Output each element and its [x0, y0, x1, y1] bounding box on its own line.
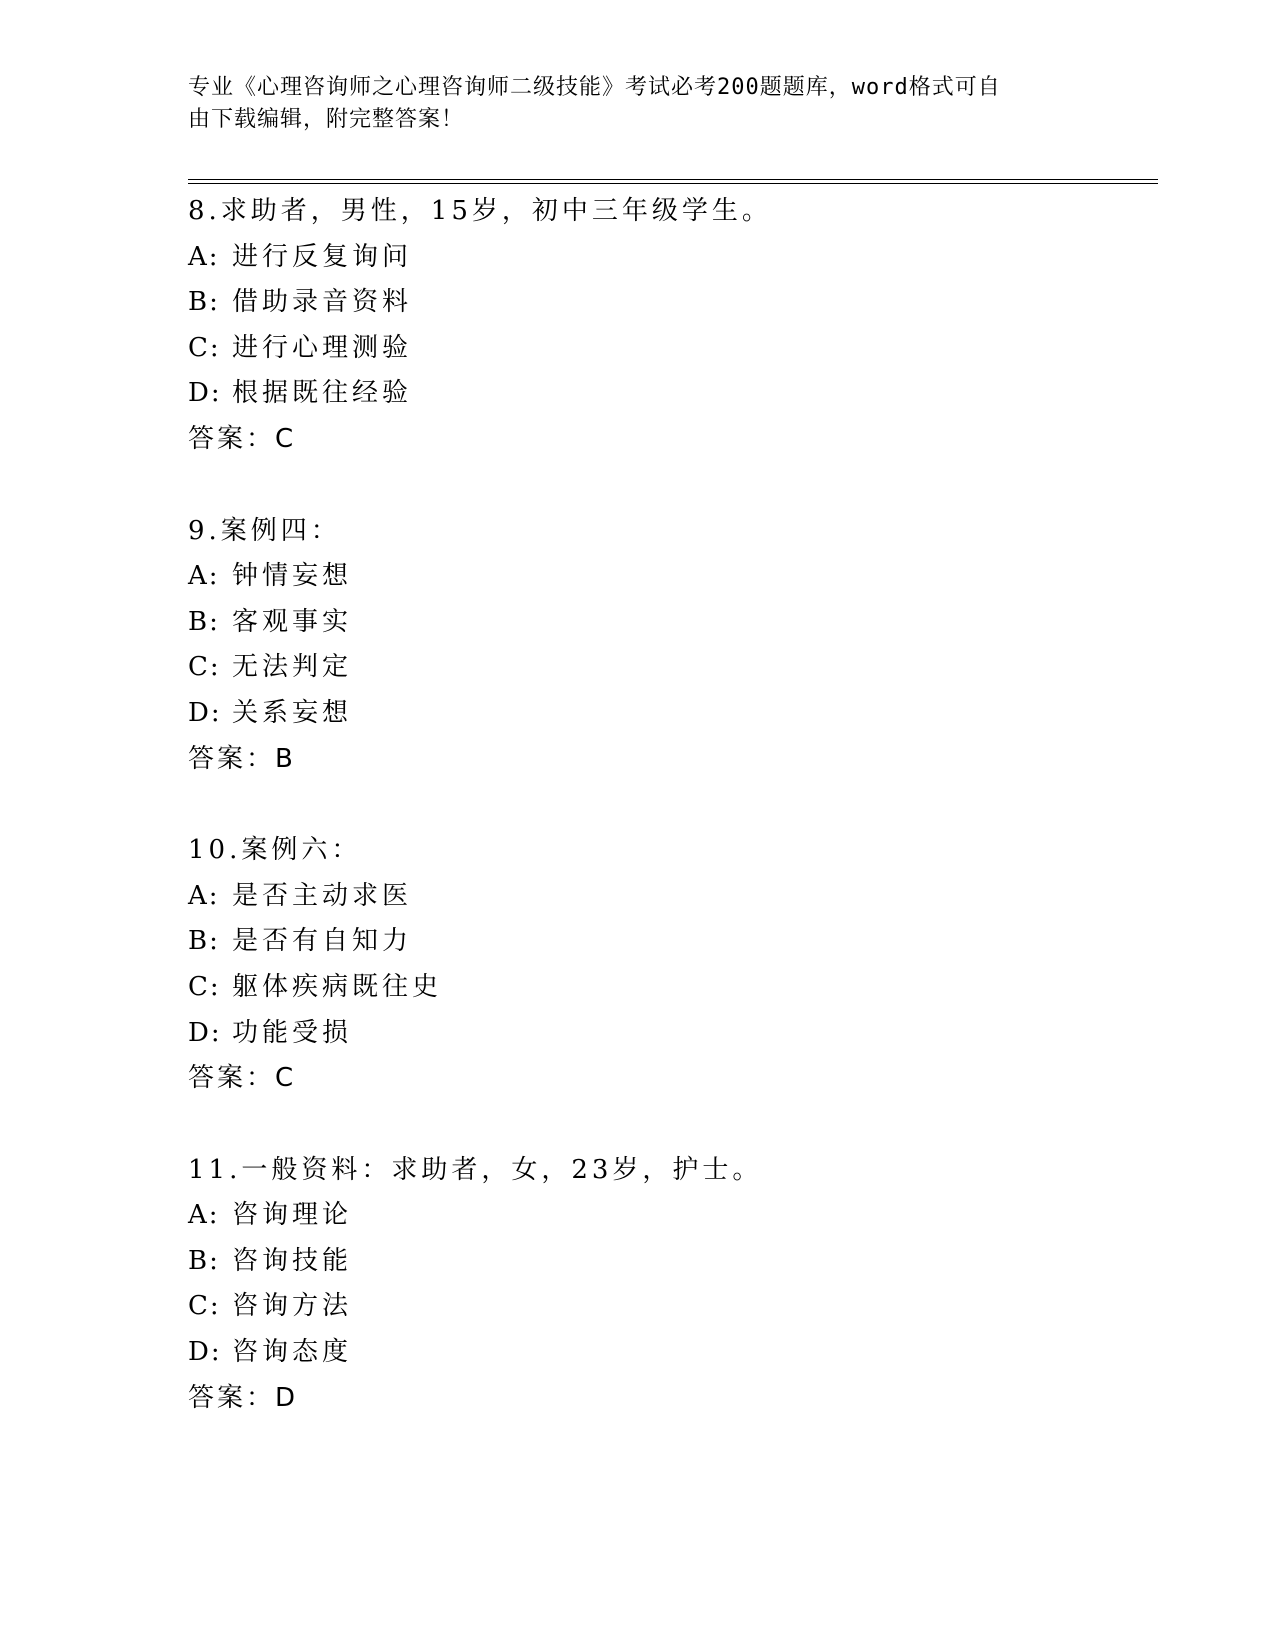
option-letter: B: — [188, 287, 220, 318]
header-divider-top — [188, 179, 1158, 180]
option-letter: B: — [188, 1245, 220, 1276]
option-letter: D: — [188, 378, 222, 409]
option-c — [188, 965, 1158, 1011]
option-c — [188, 1284, 1158, 1330]
question-stem: 8.求助者，男性，15岁，初中三年级学生。 — [188, 196, 772, 226]
question-10 — [188, 828, 1158, 1102]
option-c — [188, 645, 1158, 691]
question-11 — [188, 1148, 1158, 1422]
answer-line: 答案：D — [188, 1382, 299, 1413]
option-text: 是否有自知力 — [232, 926, 413, 957]
header-line-1: 专业《心理咨询师之心理咨询师二级技能》考试必考200题题库，word格式可自 — [188, 75, 1001, 100]
option-letter: D: — [188, 1017, 222, 1048]
option-text: 进行心理测验 — [232, 332, 413, 363]
option-text: 咨询理论 — [232, 1200, 353, 1231]
header-divider-bottom — [188, 183, 1158, 184]
option-a — [188, 235, 1158, 281]
option-letter: A: — [188, 880, 220, 911]
option-d — [188, 1330, 1158, 1376]
option-text: 关系妄想 — [232, 697, 353, 728]
option-text: 咨询态度 — [232, 1337, 353, 1368]
option-letter: D: — [188, 1337, 222, 1368]
option-letter: C: — [188, 332, 221, 363]
option-letter: A: — [188, 1200, 220, 1231]
option-d — [188, 1011, 1158, 1057]
option-letter: C: — [188, 652, 221, 683]
option-b — [188, 919, 1158, 965]
option-text: 是否主动求医 — [232, 880, 413, 911]
question-stem: 10.案例六： — [188, 835, 362, 866]
option-letter: C: — [188, 1291, 221, 1322]
option-text: 功能受损 — [232, 1017, 353, 1048]
option-text: 无法判定 — [232, 652, 353, 683]
answer-line: 答案：C — [188, 423, 297, 454]
option-text: 借助录音资料 — [232, 287, 413, 318]
option-letter: B: — [188, 926, 220, 957]
option-a — [188, 874, 1158, 920]
option-letter: A: — [188, 241, 220, 272]
answer-line: 答案：B — [188, 743, 296, 774]
option-d — [188, 691, 1158, 737]
answer-line: 答案：C — [188, 1063, 297, 1094]
document-header — [188, 72, 1068, 136]
question-9 — [188, 509, 1158, 783]
header-line-2: 由下载编辑，附完整答案！ — [188, 107, 465, 132]
option-text: 进行反复询问 — [232, 241, 413, 272]
question-list — [188, 189, 1158, 1467]
question-stem: 11.一般资料：求助者，女，23岁，护士。 — [188, 1154, 763, 1185]
option-d — [188, 371, 1158, 417]
option-text: 咨询技能 — [232, 1245, 353, 1276]
option-text: 躯体疾病既往史 — [232, 971, 443, 1002]
option-letter: B: — [188, 606, 220, 637]
option-text: 客观事实 — [232, 606, 353, 637]
option-a — [188, 1193, 1158, 1239]
option-letter: C: — [188, 971, 221, 1002]
option-b — [188, 280, 1158, 326]
option-text: 根据既往经验 — [232, 378, 413, 409]
question-8 — [188, 189, 1158, 463]
question-stem: 9.案例四： — [188, 515, 341, 546]
option-a — [188, 554, 1158, 600]
option-text: 钟情妄想 — [232, 561, 353, 592]
option-b — [188, 600, 1158, 646]
option-letter: A: — [188, 561, 220, 592]
option-c — [188, 326, 1158, 372]
option-letter: D: — [188, 697, 222, 728]
option-b — [188, 1239, 1158, 1285]
option-text: 咨询方法 — [232, 1291, 353, 1322]
